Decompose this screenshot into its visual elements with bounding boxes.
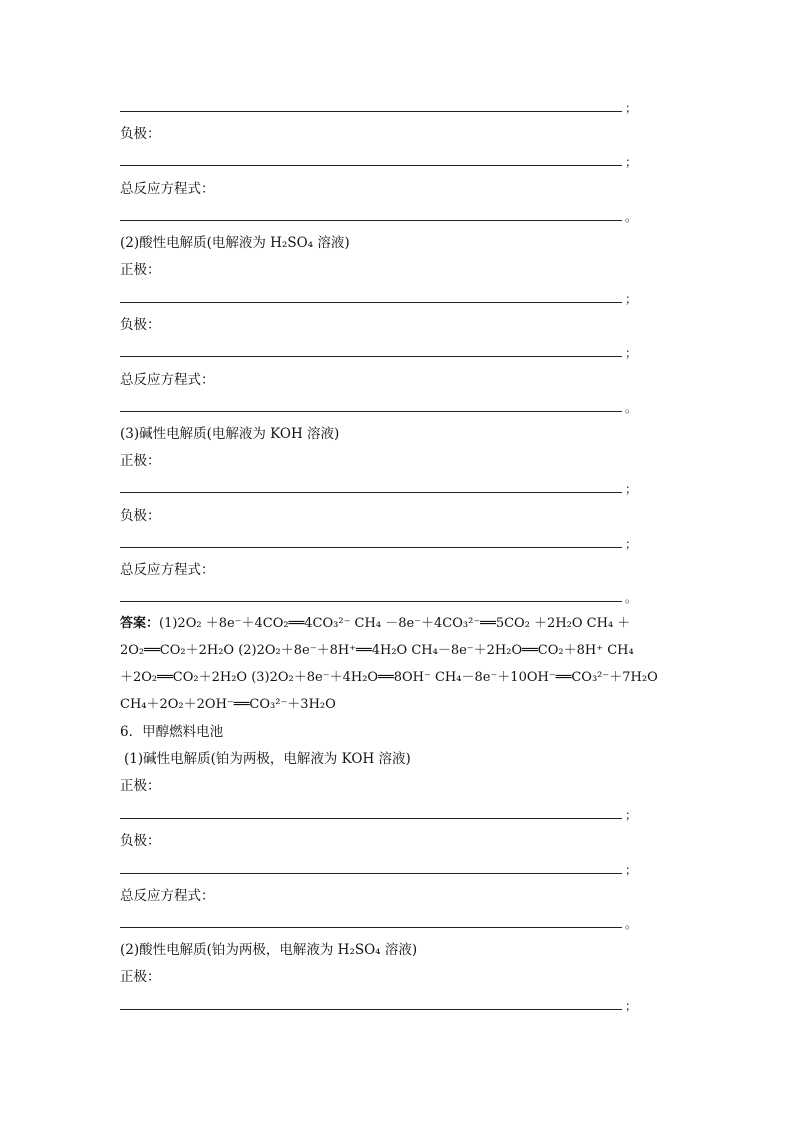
semicolon: ；: [625, 101, 638, 115]
fill-line: [120, 818, 622, 819]
answer-blank-4[interactable]: [120, 290, 640, 304]
answer-blank-9[interactable]: [120, 589, 640, 603]
fill-line: [120, 492, 622, 493]
fill-line: [120, 165, 622, 166]
positive-electrode-label: 正极：: [120, 778, 161, 794]
fill-line: [120, 302, 622, 303]
fill-line: [120, 220, 622, 221]
positive-electrode-label: 正极：: [120, 453, 161, 469]
section-acidic-methane: (2)酸性电解质(电解液为 H₂SO₄ 溶液): [120, 235, 350, 251]
answer-text: (1)2O₂ ＋8e⁻＋4CO₂══4CO₃²⁻ CH₄ －8e⁻＋4CO₃²⁻══5CO₂ ＋2H₂O CH₄ ＋: [159, 616, 631, 631]
answer-line-1: [120, 615, 640, 633]
section-methanol-title: 6．甲醇燃料电池: [120, 724, 224, 740]
semicolon: ；: [625, 808, 638, 822]
semicolon: ；: [625, 292, 638, 306]
fill-line: [120, 927, 622, 928]
answer-blank-7[interactable]: [120, 480, 640, 494]
positive-electrode-label: 正极：: [120, 262, 161, 278]
answer-line-2: 2O₂══CO₂＋2H₂O (2)2O₂＋8e⁻＋8H⁺══4H₂O CH₄－8e⁻＋2H₂O══CO₂＋8H⁺ CH₄: [120, 643, 634, 658]
fill-line: [120, 873, 622, 874]
answer-blank-10[interactable]: [120, 806, 640, 820]
fill-line: [120, 111, 622, 112]
semicolon: ；: [625, 863, 638, 877]
positive-electrode-label: 正极：: [120, 969, 161, 985]
answer-prefix: 答案：: [120, 616, 160, 631]
semicolon: ；: [625, 155, 638, 169]
total-reaction-label: 总反应方程式：: [120, 181, 215, 197]
period: 。: [625, 591, 638, 605]
section-alkaline-methane: (3)碱性电解质(电解液为 KOH 溶液): [120, 426, 340, 442]
answer-blank-13[interactable]: [120, 997, 640, 1011]
period: 。: [625, 917, 638, 931]
period: 。: [625, 401, 638, 415]
semicolon: ；: [625, 482, 638, 496]
total-reaction-label: 总反应方程式：: [120, 372, 215, 388]
total-reaction-label: 总反应方程式：: [120, 562, 215, 578]
semicolon: ；: [625, 537, 638, 551]
negative-electrode-label: 负极：: [120, 833, 161, 849]
answer-blank-1[interactable]: [120, 99, 640, 113]
section-methanol-alkaline: (1)碱性电解质(铂为两极，电解液为 KOH 溶液): [124, 751, 411, 767]
fill-line: [120, 601, 622, 602]
answer-blank-6[interactable]: [120, 399, 640, 413]
fill-line: [120, 411, 622, 412]
negative-electrode-label: 负极：: [120, 508, 161, 524]
answer-blank-2[interactable]: [120, 153, 640, 167]
answer-blank-5[interactable]: [120, 344, 640, 358]
answer-blank-12[interactable]: [120, 915, 640, 929]
fill-line: [120, 1009, 622, 1010]
fill-line: [120, 356, 622, 357]
total-reaction-label: 总反应方程式：: [120, 888, 215, 904]
answer-blank-8[interactable]: [120, 535, 640, 549]
section-methanol-acidic: (2)酸性电解质(铂为两极，电解液为 H₂SO₄ 溶液): [120, 942, 418, 958]
answer-line-3: ＋2O₂══CO₂＋2H₂O (3)2O₂＋8e⁻＋4H₂O══8OH⁻ CH₄－8e⁻＋10OH⁻══CO₃²⁻＋7H₂O: [120, 670, 658, 685]
answer-blank-3[interactable]: [120, 208, 640, 222]
negative-electrode-label: 负极：: [120, 317, 161, 333]
period: 。: [625, 210, 638, 224]
semicolon: ；: [625, 346, 638, 360]
semicolon: ；: [625, 999, 638, 1013]
answer-line-4: CH₄＋2O₂＋2OH⁻══CO₃²⁻＋3H₂O: [120, 697, 336, 712]
answer-blank-11[interactable]: [120, 861, 640, 875]
negative-electrode-label: 负极：: [120, 126, 161, 142]
fill-line: [120, 547, 622, 548]
